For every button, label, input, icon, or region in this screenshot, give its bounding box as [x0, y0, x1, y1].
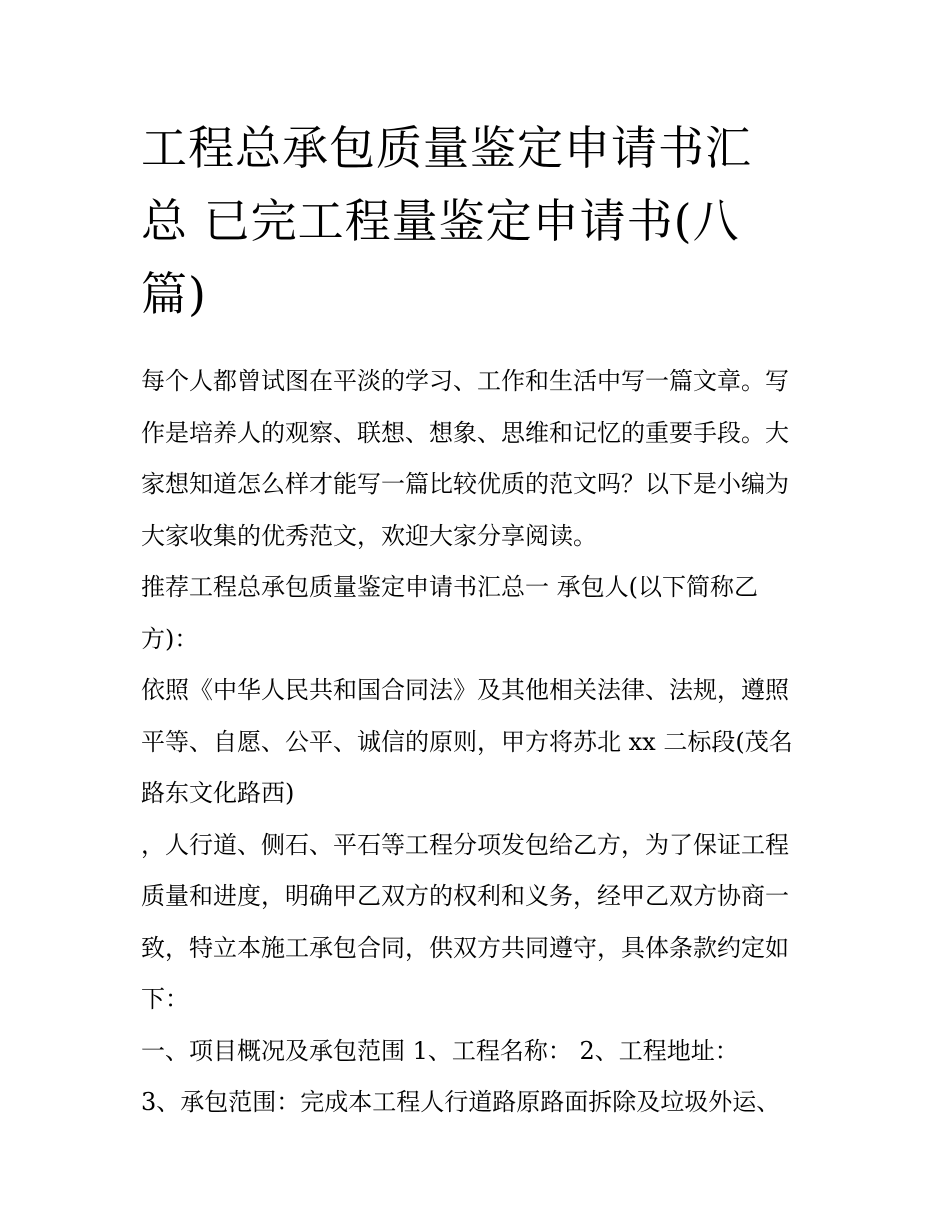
- body-line: 下：: [141, 985, 189, 1013]
- title-line: 总 已完工程量鉴定申请书(八: [141, 194, 740, 248]
- body-line: ，人行道、侧石、平石等工程分项发包给乙方，为了保证工程: [141, 830, 789, 859]
- body-line: 依照《中华人民共和国合同法》及其他相关法律、法规，遵照: [141, 676, 789, 704]
- body-line: 平等、自愿、公平、诚信的原则，甲方将苏北 xx 二标段(茂名: [141, 727, 793, 756]
- body-line: 大家收集的优秀范文，欢迎大家分享阅读。: [141, 521, 597, 550]
- body-line: 路东文化路西): [141, 779, 295, 807]
- body-line: 3、承包范围：完成本工程人行道路原路面拆除及垃圾外运、: [141, 1088, 781, 1116]
- title-line: 篇): [141, 267, 207, 321]
- body-line: 致，特立本施工承包合同，供双方共同遵守，具体条款约定如: [141, 933, 789, 962]
- title-line: 工程总承包质量鉴定申请书汇: [141, 121, 752, 175]
- body-line: 每个人都曾试图在平淡的学习、工作和生活中写一篇文章。写: [141, 367, 789, 395]
- body-line: 作是培养人的观察、联想、想象、思维和记忆的重要手段。大: [141, 418, 789, 447]
- document-title: [141, 112, 831, 331]
- document-body: [141, 356, 821, 1129]
- body-line: 家想知道怎么样才能写一篇比较优质的范文吗？以下是小编为: [141, 470, 789, 498]
- body-line: 方)：: [141, 624, 199, 653]
- body-line: 推荐工程总承包质量鉴定申请书汇总一 承包人(以下简称乙: [141, 573, 758, 601]
- body-line: 质量和进度，明确甲乙双方的权利和义务，经甲乙双方协商一: [141, 882, 789, 910]
- body-line: 一、项目概况及承包范围 1、工程名称： 2、工程地址：: [141, 1036, 739, 1065]
